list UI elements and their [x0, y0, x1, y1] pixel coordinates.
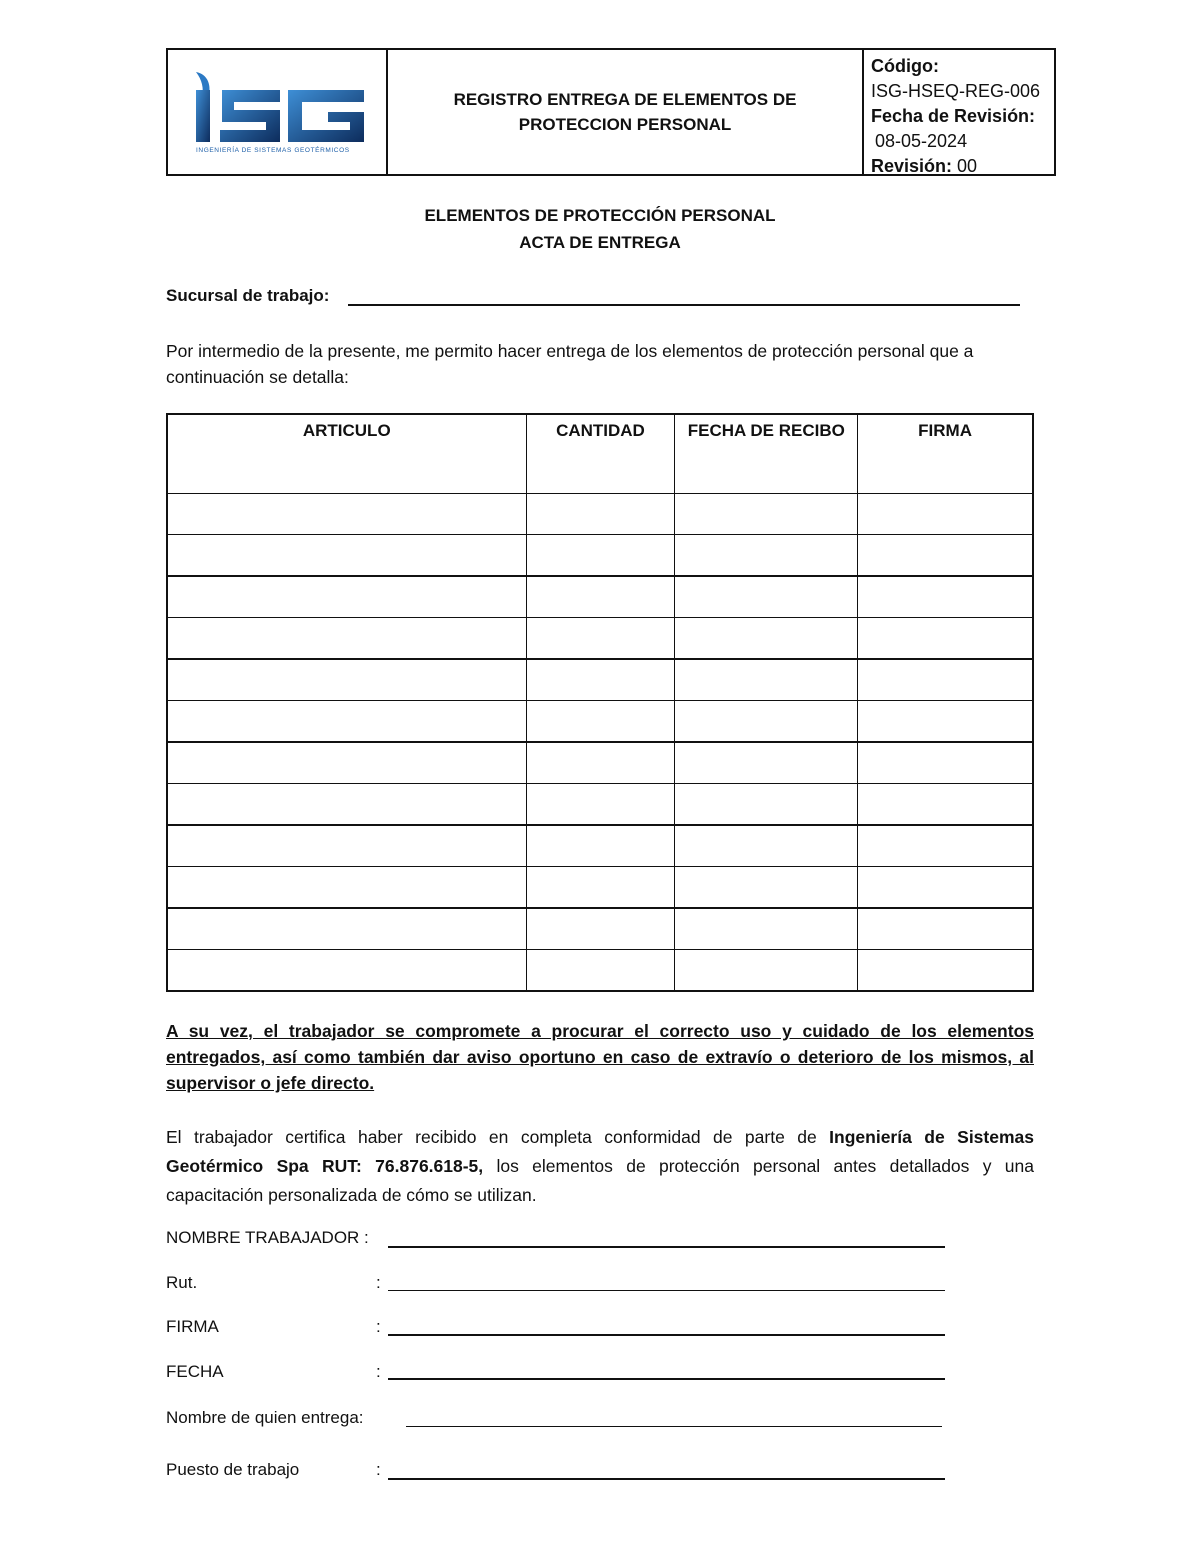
header-cantidad: CANTIDAD [526, 414, 675, 494]
document-header [166, 48, 1056, 176]
firma-colon: : [376, 1317, 381, 1336]
table-body [167, 494, 1033, 992]
table-cell[interactable] [167, 908, 526, 950]
table-cell[interactable] [675, 535, 858, 577]
logo-cell [168, 50, 388, 174]
table-cell[interactable] [858, 867, 1033, 909]
job-line[interactable] [388, 1462, 945, 1480]
table-cell[interactable] [858, 742, 1033, 784]
table-cell[interactable] [526, 742, 675, 784]
table-cell[interactable] [675, 618, 858, 660]
firma-line[interactable] [388, 1318, 945, 1336]
table-cell[interactable] [167, 494, 526, 535]
table-cell[interactable] [858, 784, 1033, 826]
table-cell[interactable] [526, 494, 675, 535]
table-row [167, 494, 1033, 535]
table-row [167, 867, 1033, 909]
table-row [167, 950, 1033, 992]
revision-date-value: 08-05-2024 [875, 131, 968, 151]
deliverer-label: Nombre de quien entrega: [166, 1408, 364, 1427]
table-cell[interactable] [858, 494, 1033, 535]
table-cell[interactable] [675, 825, 858, 867]
rut-colon: : [376, 1273, 381, 1292]
table-cell[interactable] [526, 784, 675, 826]
form-title-line2: PROTECCION PERSONAL [518, 115, 732, 134]
worker-name-line[interactable] [388, 1228, 945, 1248]
deliverer-line[interactable] [406, 1410, 942, 1427]
table-cell[interactable] [675, 659, 858, 701]
header-fecha-recibo: FECHA DE RECIBO [675, 414, 858, 494]
branch-input-line[interactable] [348, 286, 1020, 306]
form-title-line1: REGISTRO ENTREGA DE ELEMENTOS DE [453, 90, 797, 109]
code-label: Código: [871, 56, 939, 76]
table-cell[interactable] [675, 742, 858, 784]
job-label: Puesto de trabajo [166, 1460, 300, 1479]
doc-title-line1: ELEMENTOS DE PROTECCIÓN PERSONAL [424, 206, 776, 225]
revision-date-label: Fecha de Revisión: [871, 106, 1036, 126]
table-cell[interactable] [526, 867, 675, 909]
intro-text: Por intermedio de la presente, me permito hacer entrega de los elementos de protección personal que a continuación se detalla: [166, 341, 974, 387]
table-cell[interactable] [675, 950, 858, 992]
table-cell[interactable] [675, 701, 858, 743]
rut-line[interactable] [388, 1274, 945, 1291]
table-row [167, 701, 1033, 743]
certify-text [166, 1123, 1034, 1210]
logo-subtitle: INGENIERÍA DE SISTEMAS GEOTÉRMICOS [196, 147, 350, 154]
firma-label: FIRMA [166, 1317, 219, 1336]
table-row [167, 618, 1033, 660]
table-cell[interactable] [675, 576, 858, 618]
doc-title-line2: ACTA DE ENTREGA [519, 233, 681, 252]
table-header-row [167, 414, 1033, 494]
table-row [167, 742, 1033, 784]
table-cell[interactable] [167, 576, 526, 618]
table-cell[interactable] [167, 535, 526, 577]
table-cell[interactable] [526, 535, 675, 577]
table-cell[interactable] [675, 867, 858, 909]
table-row [167, 576, 1033, 618]
table-row [167, 784, 1033, 826]
revision-label: Revisión: [871, 156, 953, 176]
table-cell[interactable] [858, 950, 1033, 992]
table-cell[interactable] [858, 618, 1033, 660]
revision-value: 00 [957, 156, 978, 176]
table-cell[interactable] [858, 659, 1033, 701]
table-cell[interactable] [858, 535, 1033, 577]
table-cell[interactable] [526, 701, 675, 743]
code-value: ISG-HSEQ-REG-006 [871, 81, 1041, 101]
table-row [167, 825, 1033, 867]
table-cell[interactable] [526, 950, 675, 992]
header-firma: FIRMA [858, 414, 1033, 494]
table-cell[interactable] [675, 494, 858, 535]
commitment-text: A su vez, el trabajador se compromete a procurar el correcto uso y cuidado de los elementos entregados, así como también dar aviso oportuno en caso de extravío o deterioro de los mismos, al supervisor o jefe directo. [166, 1021, 1034, 1093]
certify-company: Ingeniería de Sistemas Geotérmico Spa RUT: 76.876.618-5, [166, 1127, 1034, 1176]
job-colon: : [376, 1460, 381, 1479]
table-cell[interactable] [167, 867, 526, 909]
table-cell[interactable] [526, 618, 675, 660]
isg-logo [168, 50, 382, 174]
worker-name-label: NOMBRE TRABAJADOR : [166, 1228, 369, 1247]
fecha-line[interactable] [388, 1362, 945, 1380]
table-cell[interactable] [167, 784, 526, 826]
table-cell[interactable] [858, 576, 1033, 618]
table-cell[interactable] [858, 701, 1033, 743]
form-title [388, 50, 864, 174]
table-cell[interactable] [675, 908, 858, 950]
table-cell[interactable] [167, 659, 526, 701]
table-cell[interactable] [167, 742, 526, 784]
table-cell[interactable] [167, 701, 526, 743]
table-row [167, 659, 1033, 701]
branch-label: Sucursal de trabajo: [166, 286, 330, 305]
fecha-colon: : [376, 1362, 381, 1381]
document-info [864, 50, 1054, 174]
table-cell[interactable] [858, 908, 1033, 950]
fecha-label: FECHA [166, 1362, 224, 1381]
table-cell[interactable] [526, 825, 675, 867]
header-articulo: ARTICULO [167, 414, 526, 494]
certify-pre: El trabajador certifica haber recibido en completa conformidad de parte de [166, 1127, 830, 1147]
table-row [167, 535, 1033, 577]
rut-label: Rut. [166, 1273, 198, 1292]
table-cell[interactable] [167, 950, 526, 992]
table-cell[interactable] [167, 618, 526, 660]
table-cell[interactable] [526, 659, 675, 701]
table-cell[interactable] [167, 825, 526, 867]
table-cell[interactable] [526, 908, 675, 950]
ppe-table [166, 413, 1034, 992]
certify-post: los elementos de protección personal antes detallados y una capacitación personalizada de cómo se utilizan. [166, 1156, 1034, 1205]
table-row [167, 908, 1033, 950]
table-cell[interactable] [858, 825, 1033, 867]
table-cell[interactable] [675, 784, 858, 826]
table-cell[interactable] [526, 576, 675, 618]
